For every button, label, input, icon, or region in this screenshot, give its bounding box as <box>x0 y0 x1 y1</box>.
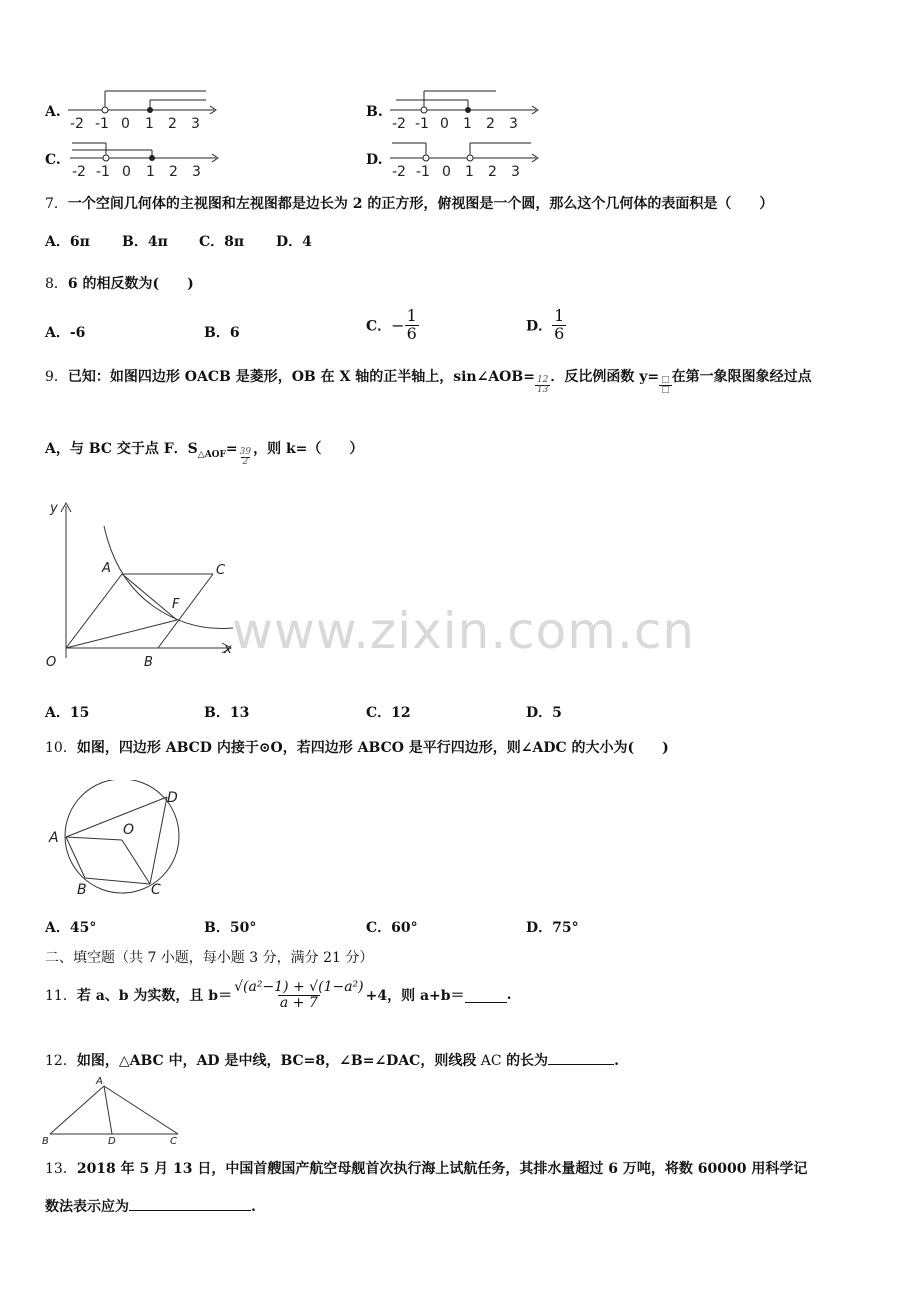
tick-label: 1 <box>463 116 472 132</box>
option-b-label: B. <box>366 104 383 120</box>
number-line-option-d <box>386 138 546 182</box>
question-number: 13． <box>45 1161 77 1177</box>
option-letter: D． <box>526 318 553 335</box>
tick-label: 0 <box>122 164 131 180</box>
option-b: B．6 <box>204 325 240 341</box>
question-text: 在第一象限图象经过点 <box>671 369 812 385</box>
question-number: 8． <box>45 276 68 292</box>
option-c: C．12 <box>366 705 411 721</box>
tick-label: -2 <box>392 164 406 180</box>
denominator: □ <box>661 385 670 396</box>
label-x: x <box>224 642 232 657</box>
question-text: 数法表示应为 <box>45 1199 129 1215</box>
numerator: 39 <box>239 447 252 457</box>
option-a: A．-6 <box>45 325 86 341</box>
question-number: 7． <box>45 196 68 212</box>
option-a: A．6π <box>45 234 90 250</box>
question-9-line-2 <box>45 438 363 468</box>
option-a-label: A. <box>45 104 61 120</box>
option-a: A．45° <box>45 920 97 936</box>
option-b: B．50° <box>204 920 257 936</box>
watermark: www.zixin.com.cn <box>232 602 696 660</box>
option-letter: C． <box>366 318 392 335</box>
tick-label: 3 <box>191 116 200 132</box>
period: . <box>251 1199 256 1215</box>
tick-label: 1 <box>465 164 474 180</box>
question-11 <box>45 980 511 1010</box>
tick-label: 0 <box>440 116 449 132</box>
tick-label: 3 <box>509 116 518 132</box>
period: . <box>506 987 512 1004</box>
label-o: O <box>123 822 135 838</box>
denominator: 13 <box>536 385 549 396</box>
option-d: D．75° <box>526 920 579 936</box>
numerator: 12 <box>536 375 549 385</box>
option-a: A．15 <box>45 705 90 721</box>
option-c-label: C. <box>45 152 61 168</box>
tick-label: 2 <box>169 164 178 180</box>
number-line-option-a <box>64 88 224 132</box>
tick-label: 0 <box>121 116 130 132</box>
option-d <box>526 308 566 343</box>
question-10 <box>45 737 669 757</box>
label-d: D <box>167 790 178 806</box>
denominator: 6 <box>554 323 565 343</box>
tick-label: 1 <box>146 164 155 180</box>
minus-sign: − <box>391 315 405 335</box>
question-13-line-1 <box>45 1158 807 1178</box>
tick-label: -2 <box>72 164 86 180</box>
denominator: a + 7 <box>279 994 318 1011</box>
question-7 <box>45 193 773 213</box>
label-y: y <box>50 501 58 516</box>
option-d: D．5 <box>526 705 562 721</box>
fraction <box>232 980 366 1010</box>
tick-label: 0 <box>442 164 451 180</box>
question-number: 9． <box>45 369 68 385</box>
denominator: 2 <box>242 457 249 468</box>
option-c <box>366 308 419 343</box>
question-text: ，则 k=（ ） <box>253 441 364 457</box>
question-text: 的长为 <box>506 1053 549 1069</box>
tick-label: 1 <box>145 116 154 132</box>
inscribed-quadrilateral-figure <box>45 780 195 902</box>
label-a: A <box>49 830 59 846</box>
tick-label: 3 <box>192 164 201 180</box>
question-text: 已知：如图四边形 OACB 是菱形，OB 在 X 轴的正半轴上，sin∠AOB= <box>67 369 535 385</box>
question-number: 12． <box>45 1053 77 1069</box>
fraction <box>552 308 566 343</box>
label-c: C <box>170 1136 177 1146</box>
number-line-option-c <box>66 138 226 182</box>
denominator: 6 <box>406 323 417 343</box>
question-text: 如图，四边形 ABCD 内接于⊙O，若四边形 ABCO 是平行四边形，则∠ADC 的大小为( ) <box>76 740 669 756</box>
segment-name: AC <box>480 1053 502 1069</box>
fraction <box>405 308 419 343</box>
question-13-line-2 <box>45 1196 256 1216</box>
label-o: O <box>46 655 57 670</box>
tick-label: -1 <box>416 164 430 180</box>
answer-blank[interactable] <box>465 988 507 1003</box>
triangle-figure <box>40 1074 190 1146</box>
question-text: 一个空间几何体的主视图和左视图都是边长为 2 的正方形，俯视图是一个圆，那么这个几何体的表面积是（ ） <box>67 196 774 212</box>
tick-label: 2 <box>168 116 177 132</box>
label-d: D <box>108 1136 116 1146</box>
tick-label: -2 <box>70 116 84 132</box>
question-9-line-1 <box>45 366 812 396</box>
label-c: C <box>216 563 226 578</box>
tick-label: -1 <box>96 164 110 180</box>
numerator: √(a²−1) + √(1−a²) <box>234 979 364 995</box>
numerator: 1 <box>406 306 417 325</box>
question-text: A，与 BC 交于点 F．S <box>45 441 198 457</box>
option-c: C．60° <box>366 920 418 936</box>
label-c: C <box>151 882 161 898</box>
question-text: 6 的相反数为( ) <box>67 276 194 292</box>
number-line-option-b <box>386 88 546 132</box>
period: . <box>614 1053 619 1069</box>
label-a: A <box>96 1076 103 1087</box>
answer-blank[interactable] <box>548 1050 614 1065</box>
option-b: B．13 <box>204 705 250 721</box>
question-8 <box>45 273 194 293</box>
numerator: 1 <box>554 306 565 325</box>
label-f: F <box>172 597 180 612</box>
option-d: D．4 <box>276 234 312 250</box>
label-a: A <box>102 561 111 576</box>
rhombus-hyperbola-figure <box>38 498 238 676</box>
label-b: B <box>77 882 87 898</box>
question-12 <box>45 1050 619 1070</box>
question-text: +4，则 a+b＝ <box>365 988 465 1005</box>
label-b: B <box>144 655 153 670</box>
label-b: B <box>42 1136 49 1146</box>
section-heading: 二、填空题（共 7 小题，每小题 3 分，满分 21 分） <box>45 950 374 966</box>
question-text: 2018 年 5 月 13 日，中国首艘国产航空母舰首次执行海上试航任务，其排水量超过 6 万吨，将数 60000 用科学记 <box>76 1161 808 1177</box>
tick-label: -2 <box>392 116 406 132</box>
area-fraction <box>238 448 253 468</box>
option-c: C．8π <box>199 234 245 250</box>
tick-label: 3 <box>511 164 520 180</box>
question-text: ．反比例函数 y= <box>550 369 660 385</box>
tick-label: 2 <box>488 164 497 180</box>
option-b: B．4π <box>122 234 168 250</box>
equals: = <box>225 441 238 457</box>
function-fraction <box>659 376 672 396</box>
tick-label: -1 <box>95 116 109 132</box>
numerator: □ <box>661 375 670 385</box>
tick-label: -1 <box>415 116 429 132</box>
question-number: 10． <box>45 740 77 756</box>
question-number: 11． <box>45 988 77 1005</box>
sin-fraction <box>535 376 550 396</box>
option-d-label: D. <box>366 152 383 168</box>
subscript: △AOF <box>197 449 226 460</box>
question-text: 如图，△ABC 中，AD 是中线，BC=8，∠B=∠DAC，则线段 <box>76 1053 477 1069</box>
tick-label: 2 <box>486 116 495 132</box>
answer-blank[interactable] <box>129 1196 251 1211</box>
question-text: 若 a、b 为实数，且 b＝ <box>76 988 233 1005</box>
